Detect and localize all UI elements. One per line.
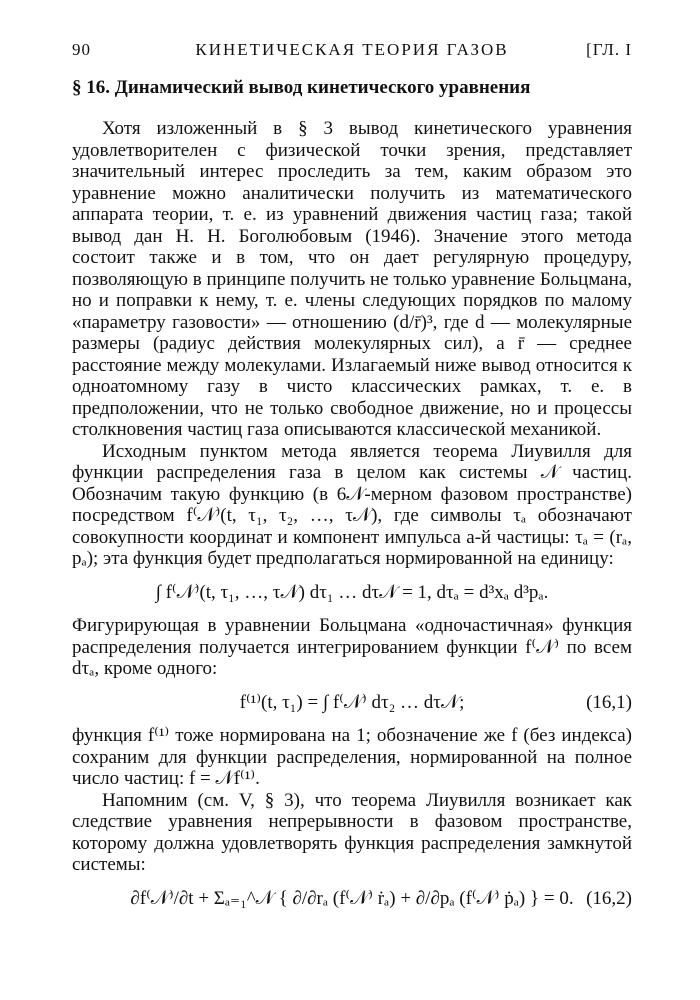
normalization-formula: ∫ f⁽𝒩⁾(t, τ₁, …, τ𝒩) dτ₁ … dτ𝒩 = 1, dτₐ = d³xₐ d³pₐ. bbox=[155, 581, 549, 603]
running-head bbox=[72, 40, 632, 62]
paragraph-one-particle: Фигурирующая в уравнении Больцмана «одночастичная» функция распределения получается интегрированием функции f⁽𝒩⁾ по всем dτₐ, кроме одного: bbox=[72, 615, 632, 679]
paragraph-normalization-note: функция f⁽¹⁾ тоже нормирована на 1; обозначение же f (без индекса) сохраним для функции распределения, нормированной на полное число частиц: f = 𝒩f⁽¹⁾. bbox=[72, 725, 632, 789]
chapter-label: [ГЛ. I bbox=[586, 40, 632, 59]
equation-16-2-number: (16,2) bbox=[586, 887, 632, 909]
page-body bbox=[72, 118, 632, 921]
equation-16-1-number: (16,1) bbox=[586, 691, 632, 713]
running-title: КИНЕТИЧЕСКАЯ ТЕОРИЯ ГАЗОВ bbox=[195, 40, 509, 59]
equation-16-1-body: f⁽¹⁾(t, τ₁) = ∫ f⁽𝒩⁾ dτ₂ … dτ𝒩; bbox=[239, 691, 465, 713]
page-number: 90 bbox=[72, 40, 91, 59]
equation-16-1 bbox=[72, 692, 632, 714]
section-title: § 16. Динамический вывод кинетического уравнения bbox=[72, 77, 531, 98]
paragraph-continuity: Напомним (см. V, § 3), что теорема Лиувилля возникает как следствие уравнения непрерывности в фазовом пространстве, которому должна удовлетворять функция распределения замкнутой системы: bbox=[72, 789, 632, 875]
equation-16-2 bbox=[72, 888, 632, 910]
paragraph-liouville: Исходным пунктом метода является теорема Лиувилля для функции распределения газа в целом как системы 𝒩 частиц. Обозначим такую функцию (в 6𝒩-мерном фазовом пространстве) посредством f⁽𝒩⁾(t, τ₁, τ₂, …, τ𝒩), где символы τₐ обозначают совокупности координат и компонент импульса a-й частицы: τₐ = (rₐ, pₐ); эта функция будет предполагаться нормированной на единицу: bbox=[72, 440, 632, 569]
equation-16-2-body: ∂f⁽𝒩⁾/∂t + Σₐ₌₁^𝒩 { ∂/∂rₐ (f⁽𝒩⁾ ṙₐ) + ∂/∂pₐ (f⁽𝒩⁾ ṗₐ) } = 0. bbox=[130, 887, 574, 909]
paragraph-intro: Хотя изложенный в § 3 вывод кинетического уравнения удовлетворителен с физической точки зрения, представляет значительный интерес проследить за тем, каким образом это уравнение можно аналитически получить из математического аппарата теории, т. е. из уравнений движения частиц газа; такой вывод дан Н. Н. Боголюбовым (1946). Значение этого метода состоит также и в том, что он дает регулярную процедуру, позволяющую в принципе получить не только уравнение Больцмана, но и поправки к нему, т. е. члены следующих порядков по малому «параметру газовости» — отношению (d/r̄)³, где d — молекулярные размеры (радиус действия молекулярных сил), а r̄ — среднее расстояние между молекулами. Излагаемый ниже вывод относится к одноатомному газу в чисто классических рамках, т. е. в предположении, что не только свободное движение, но и процессы столкновения частиц газа описываются классической механикой. bbox=[72, 118, 632, 440]
